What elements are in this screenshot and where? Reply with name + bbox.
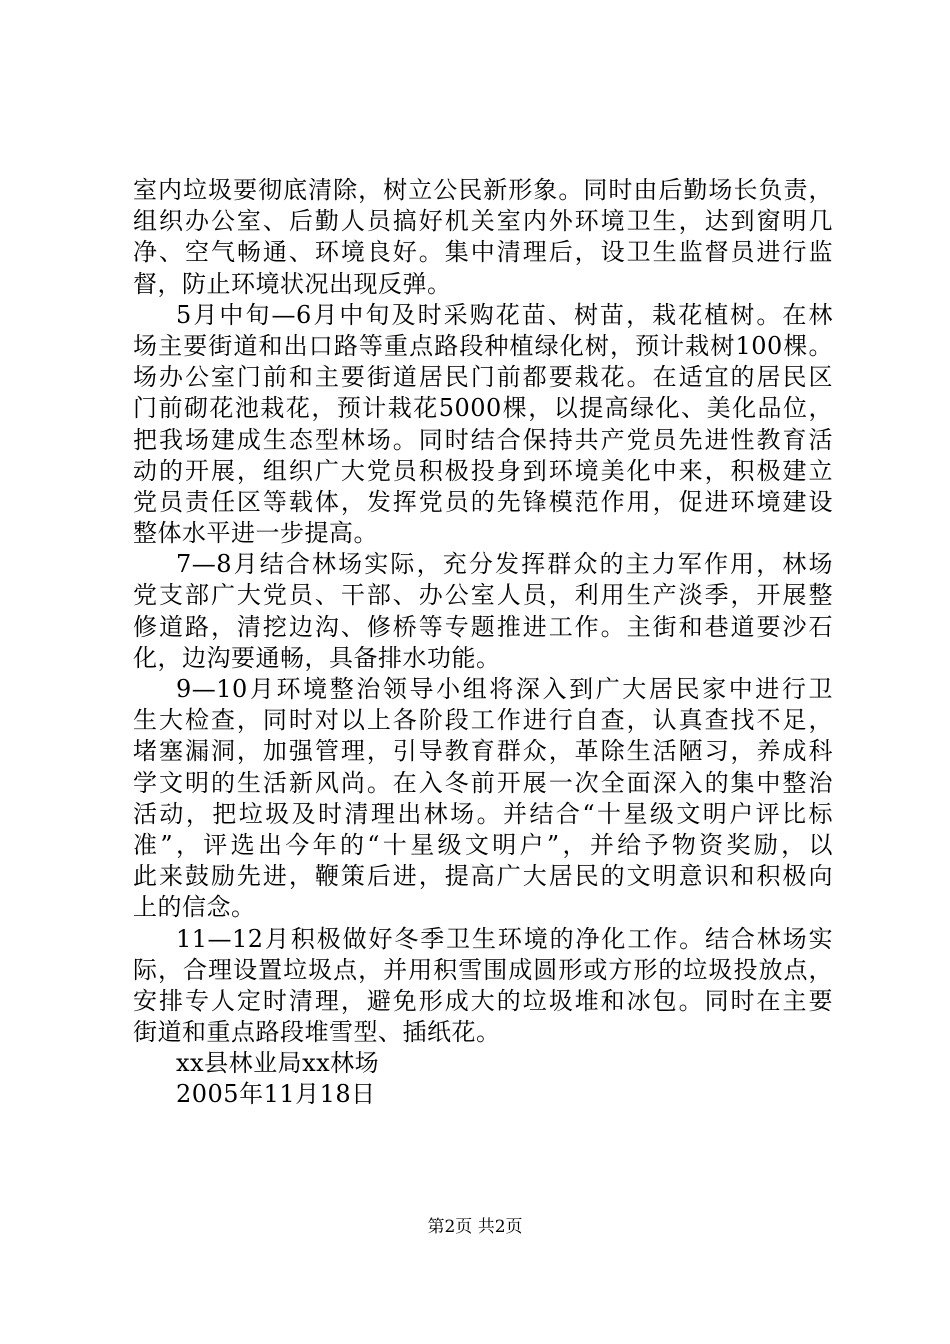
text-line: 活动，把垃圾及时清理出林场。并结合“十星级文明户评比标 [133, 799, 833, 828]
text-line: 化，边沟要通畅，具备排水功能。 [133, 643, 501, 672]
text-line: 际，合理设置垃圾点，并用积雪围成圆形或方形的垃圾投放点， [133, 955, 833, 984]
text-line: 修道路，清挖边沟、修桥等专题推进工作。主街和巷道要沙石 [133, 612, 833, 641]
signature-organization: xx县林业局xx林场 [176, 1049, 380, 1078]
text-line: 上的信念。 [133, 893, 256, 922]
text-line: 督，防止环境状况出现反弹。 [133, 269, 452, 298]
text-line: 街道和重点路段堆雪型、插纸花。 [133, 1018, 501, 1047]
text-line: 安排专人定时清理，避免形成大的垃圾堆和冰包。同时在主要 [133, 986, 833, 1015]
text-line: 党员责任区等载体，发挥党员的先锋模范作用，促进环境建设 [133, 487, 833, 516]
paragraph-start-line: 7—8月结合林场实际，充分发挥群众的主力军作用，林场 [176, 550, 833, 579]
text-line: 组织办公室、后勤人员搞好机关室内外环境卫生，达到窗明几 [133, 207, 833, 236]
paragraph-start-line: 9—10月环境整治领导小组将深入到广大居民家中进行卫 [176, 675, 833, 703]
text-line: 把我场建成生态型林场。同时结合保持共产党员先进性教育活 [133, 425, 833, 454]
text-line: 场办公室门前和主要街道居民门前都要栽花。在适宜的居民区 [133, 363, 833, 392]
text-line: 准”，评选出今年的“十星级文明户”，并给予物资奖励，以 [133, 830, 833, 859]
text-line: 动的开展，组织广大党员积极投身到环境美化中来，积极建立 [133, 456, 833, 485]
text-line: 生大检查，同时对以上各阶段工作进行自查，认真查找不足， [133, 706, 833, 735]
text-line: 堵塞漏洞，加强管理，引导教育群众，革除生活陋习，养成科 [133, 737, 833, 766]
text-line: 室内垃圾要彻底清除，树立公民新形象。同时由后勤场长负责， [133, 176, 833, 204]
text-line: 学文明的生活新风尚。在入冬前开展一次全面深入的集中整治 [133, 768, 833, 797]
text-line: 党支部广大党员、干部、办公室人员，利用生产淡季，开展整 [133, 581, 833, 610]
document-body [133, 175, 833, 1111]
paragraph-start-line: 5月中旬—6月中旬及时采购花苗、树苗，栽花植树。在林 [176, 300, 833, 329]
text-line: 净、空气畅通、环境良好。集中清理后，设卫生监督员进行监 [133, 238, 833, 267]
page-footer: 第2页 共2页 [427, 1217, 523, 1237]
text-line: 此来鼓励先进，鞭策后进，提高广大居民的文明意识和积极向 [133, 862, 833, 891]
text-line: 场主要街道和出口路等重点路段种植绿化树，预计栽树100棵。 [133, 331, 833, 360]
text-line: 门前砌花池栽花，预计栽花5000棵，以提高绿化、美化品位， [133, 394, 833, 423]
signature-date: 2005年11月18日 [176, 1080, 376, 1109]
paragraph-start-line: 11—12月积极做好冬季卫生环境的净化工作。结合林场实 [176, 924, 833, 953]
text-line: 整体水平进一步提高。 [133, 519, 378, 548]
